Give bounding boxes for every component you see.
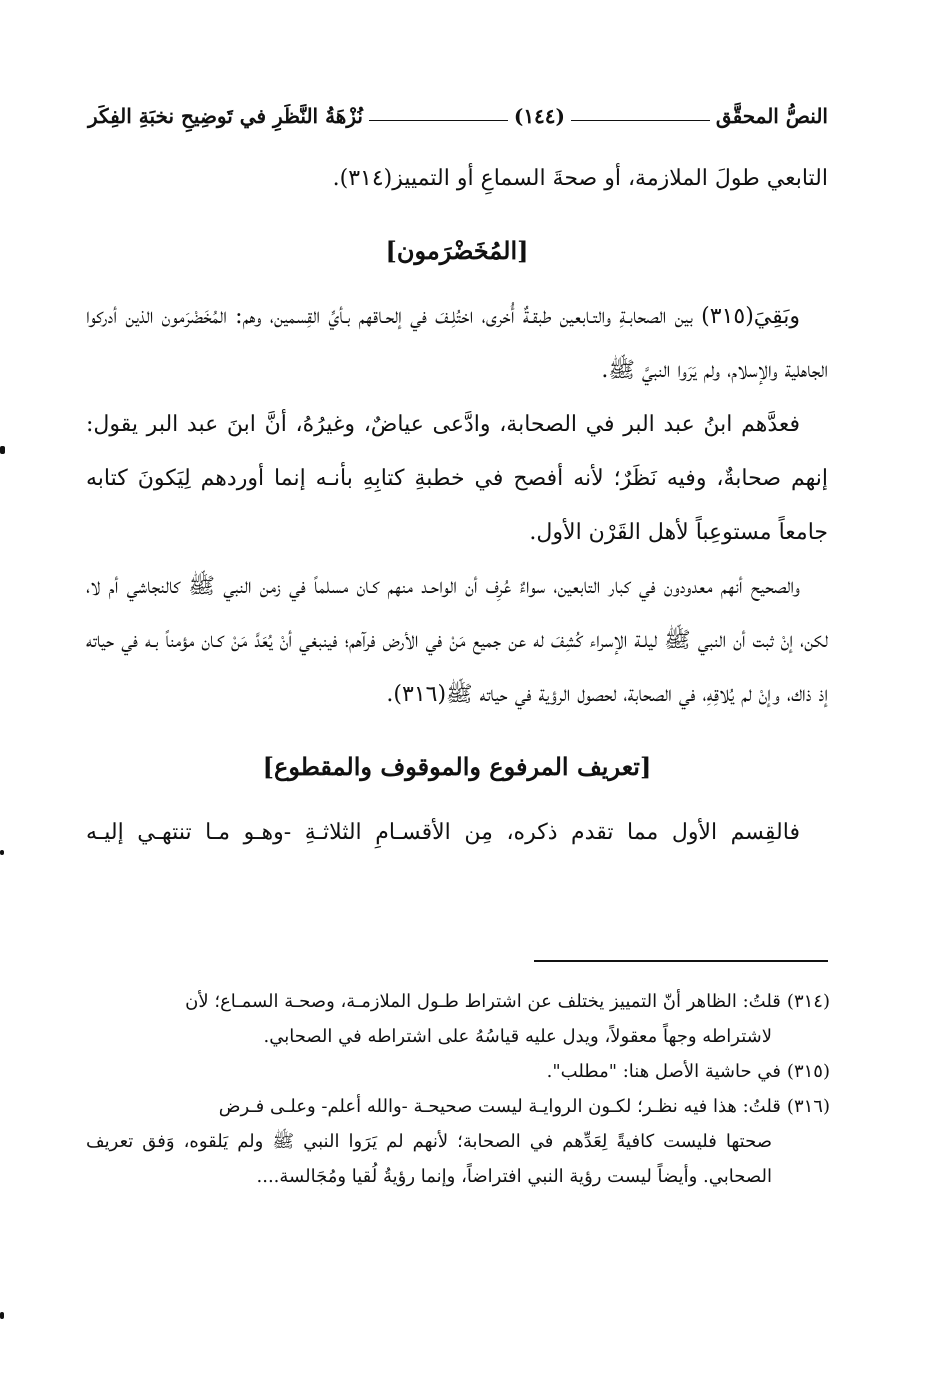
footnote-separator <box>534 960 828 962</box>
running-header <box>88 98 828 134</box>
paragraph-correct-view: والصحيح أنهم معدودون في كبار التابعين، سواءٌ عُرِف أن الواحـد منهم كـان مسلماً في زمن النبي ﷺ كالنجاشي أم لا، لكن، إنْ ثبت أن النبي ﷺ ليلـة الإسراء كُشِفَ له عن جميع مَنْ في الأرض فرآهم؛ فينبغي أنْ يُعَدَّ مَنْ كـان مؤمناً بـه في حياته إذ ذاك، وإنْ لم يُلاقِهِ، في الصحابة، لحصول الرؤية في حياته ﷺ(٣١٦). <box>86 574 828 707</box>
scan-edge-mark <box>0 446 5 454</box>
main-text <box>86 152 828 860</box>
header-right-title: النصُّ المحقَّق <box>715 104 828 128</box>
section-heading-marfu-mawquf-maqtu: [تعريف المرفوع والموقوف والمقطوع] <box>262 752 652 781</box>
footnote-text: قلتُ: الظاهر أنّ التمييز يختلف عن اشتراط طـول الملازمـة، وصحـة السمـاع؛ لأن <box>185 991 781 1012</box>
footnote-number: (٣١٤) <box>786 991 830 1012</box>
footnote-text-continued: لاشتراطه وجهاً معقولاً، ويدل عليه قياسُهُ على اشتراطه في الصحابي. <box>263 1026 772 1047</box>
footnote-text-continued: صحتها فليست كافيةً لِعَدِّهم في الصحابة؛ لأنهم لم يَرَوا النبي ﷺ ولم يَلقوه، وَفق تعريف الصحابي. وأيضاً ليست رؤية النبي افتراضاً، وإنما رؤيةُ لُقيا ومُجَالسة.... <box>86 1131 772 1187</box>
paragraph-first-section: فالقِسم الأول مما تقدم ذكره، مِن الأقسـامِ الثلاثـةِ -وهـو مـا تنتهـي إليـه <box>86 820 800 845</box>
scan-edge-mark <box>0 850 4 855</box>
paragraph-continuation: التابعي طولَ الملازمة، أو صحةَ السماعِ أو التمييز(٣١٤). <box>332 166 828 191</box>
footnote-number: (٣١٦) <box>786 1096 830 1117</box>
footnotes <box>86 984 830 1194</box>
header-rule-right <box>571 120 710 121</box>
page-number: (١٤٤) <box>513 104 566 128</box>
paragraph-ibn-abd-al-barr: فعدَّهم ابنُ عبد البر في الصحابة، وادَّعى عياضٌ، وغيرُهُ، أنَّ ابنَ عبد البر يقول: إنهم صحابةٌ، وفيه نَظَرٌ؛ لأنه أفصح في خطبةِ كتابِهِ بأنـه إنما أوردهم لِيَكونَ كتابه جامعاً مستوعِباً لأهل القَرْن الأول. <box>86 412 828 545</box>
footnote-text: قلتُ: هذا فيه نظـر؛ لكـون الروايـة ليست صحيحـة -والله أعلم- وعلـى فـرض <box>218 1096 781 1117</box>
footnote-316 <box>86 1089 830 1194</box>
scan-edge-mark <box>0 1312 4 1319</box>
header-left-title: نُزْهَةُ النَّظَرِ في تَوضِيحِ نخبَةِ الفِكَر <box>87 104 363 128</box>
footnote-315 <box>86 1054 830 1089</box>
paragraph-mukhadramun-definition: وبَقِيَ(٣١٥) بين الصحابـةِ والتـابعين طبقـةٌ أُخرى، اختُلِـفَ في إلحـاقهم بـأيِّ القِسمين، وهم: المُخَضْرَمون الذين أدركوا الجاهلية والإسلام، ولم يَرَوا النبيَّ ﷺ. <box>86 304 828 383</box>
footnote-314 <box>86 984 830 1054</box>
footnote-text: في حاشية الأصل هنا: "مطلب". <box>546 1061 781 1082</box>
footnote-number: (٣١٥) <box>786 1061 830 1082</box>
section-heading-mukhadramun: [المُخَضْرَمون] <box>385 236 529 265</box>
header-rule-left <box>369 120 508 121</box>
